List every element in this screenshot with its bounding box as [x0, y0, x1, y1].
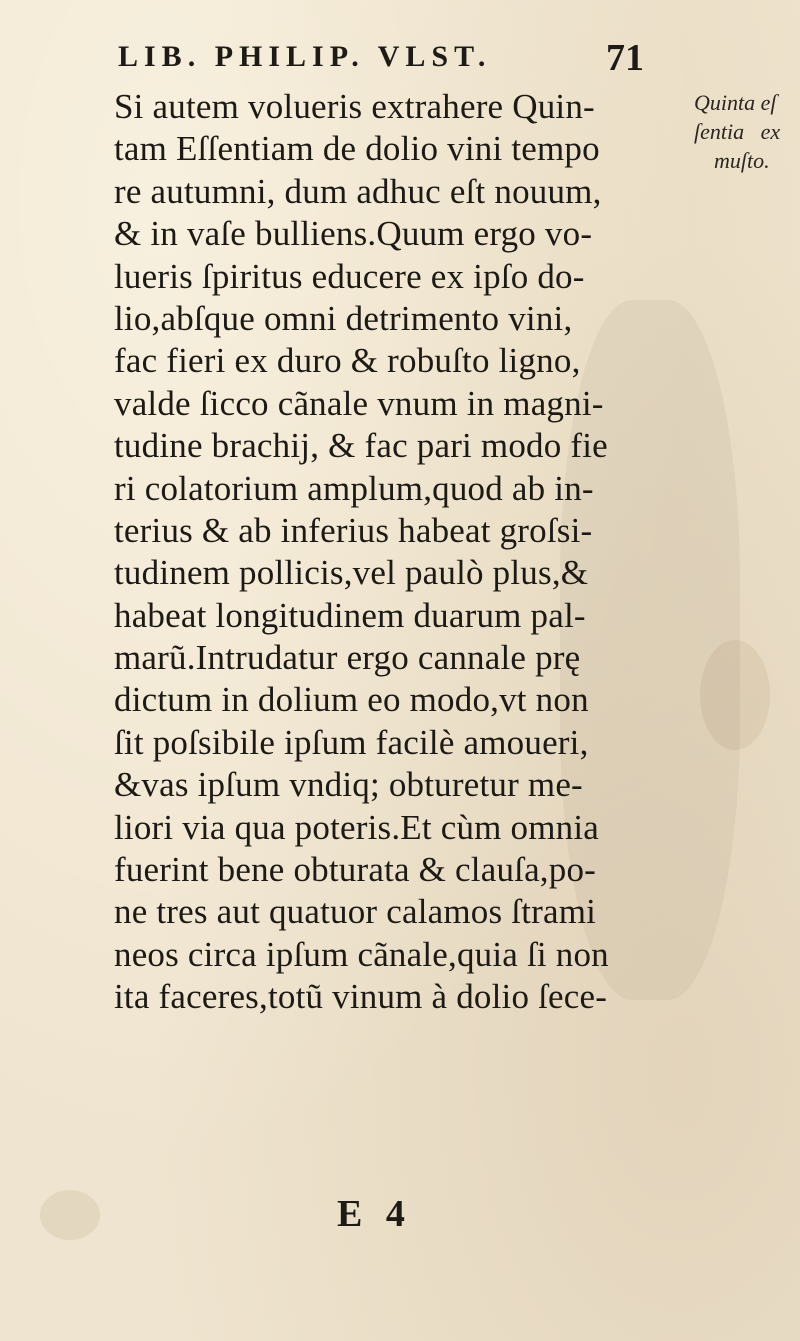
- running-head: LIB. PHILIP. VLST.: [118, 40, 492, 73]
- page-header: [118, 38, 678, 82]
- text-line: tam Eſſentiam de dolio vini tempo: [114, 129, 600, 169]
- text-line: liori via qua poteris.Et cùm omnia: [114, 807, 600, 847]
- text-line: fac fieri ex duro & robuſto ligno,: [114, 341, 581, 381]
- text-line: & in vaſe bulliens.Quum ergo vo-: [114, 214, 593, 254]
- text-line: re autumni, dum adhuc eſt nouum,: [114, 171, 602, 211]
- text-line: terius & ab inferius habeat groſsi-: [114, 510, 593, 550]
- text-line: lueris ſpiritus educere ex ipſo do-: [114, 256, 585, 296]
- marginal-note-line: muſto.: [714, 148, 770, 173]
- paper-stain: [40, 1190, 100, 1240]
- text-line: tudinem pollicis,vel paulò plus,&: [114, 553, 589, 593]
- marginal-note-line: ſentia ex: [694, 119, 781, 144]
- text-line: marũ.Intrudatur ergo cannale prę: [114, 638, 581, 678]
- text-line: lio,abſque omni detrimento vini,: [114, 298, 573, 338]
- text-line: neos circa ipſum cãnale,quia ſi non: [114, 934, 609, 974]
- text-line: ſit poſsibile ipſum facilè amoueri,: [114, 722, 589, 762]
- text-line: valde ſicco cãnale vnum in magni-: [114, 383, 604, 423]
- page-number: 71: [606, 37, 644, 79]
- marginal-note: [694, 88, 798, 175]
- text-line: ita faceres,totũ vinum à dolio ſece-: [114, 977, 608, 1017]
- text-line: Si autem volueris extrahere Quin-: [114, 87, 595, 126]
- text-line: tudine brachij, & fac pari modo fie: [114, 426, 608, 466]
- text-line: habeat longitudinem duarum pal-: [114, 595, 586, 635]
- text-line: ri colatorium amplum,quod ab in-: [114, 468, 594, 508]
- signature-mark: E 4: [337, 1193, 405, 1235]
- text-line: &vas ipſum vndiq; obturetur me-: [114, 765, 583, 805]
- text-line: dictum in dolium eo modo,vt non: [114, 680, 589, 720]
- text-line: ne tres aut quatuor calamos ſtrami: [114, 892, 597, 932]
- text-line: fuerint bene obturata & clauſa,po-: [114, 850, 597, 890]
- marginal-note-line: Quinta eſ: [694, 90, 777, 115]
- body-text: [114, 86, 674, 1019]
